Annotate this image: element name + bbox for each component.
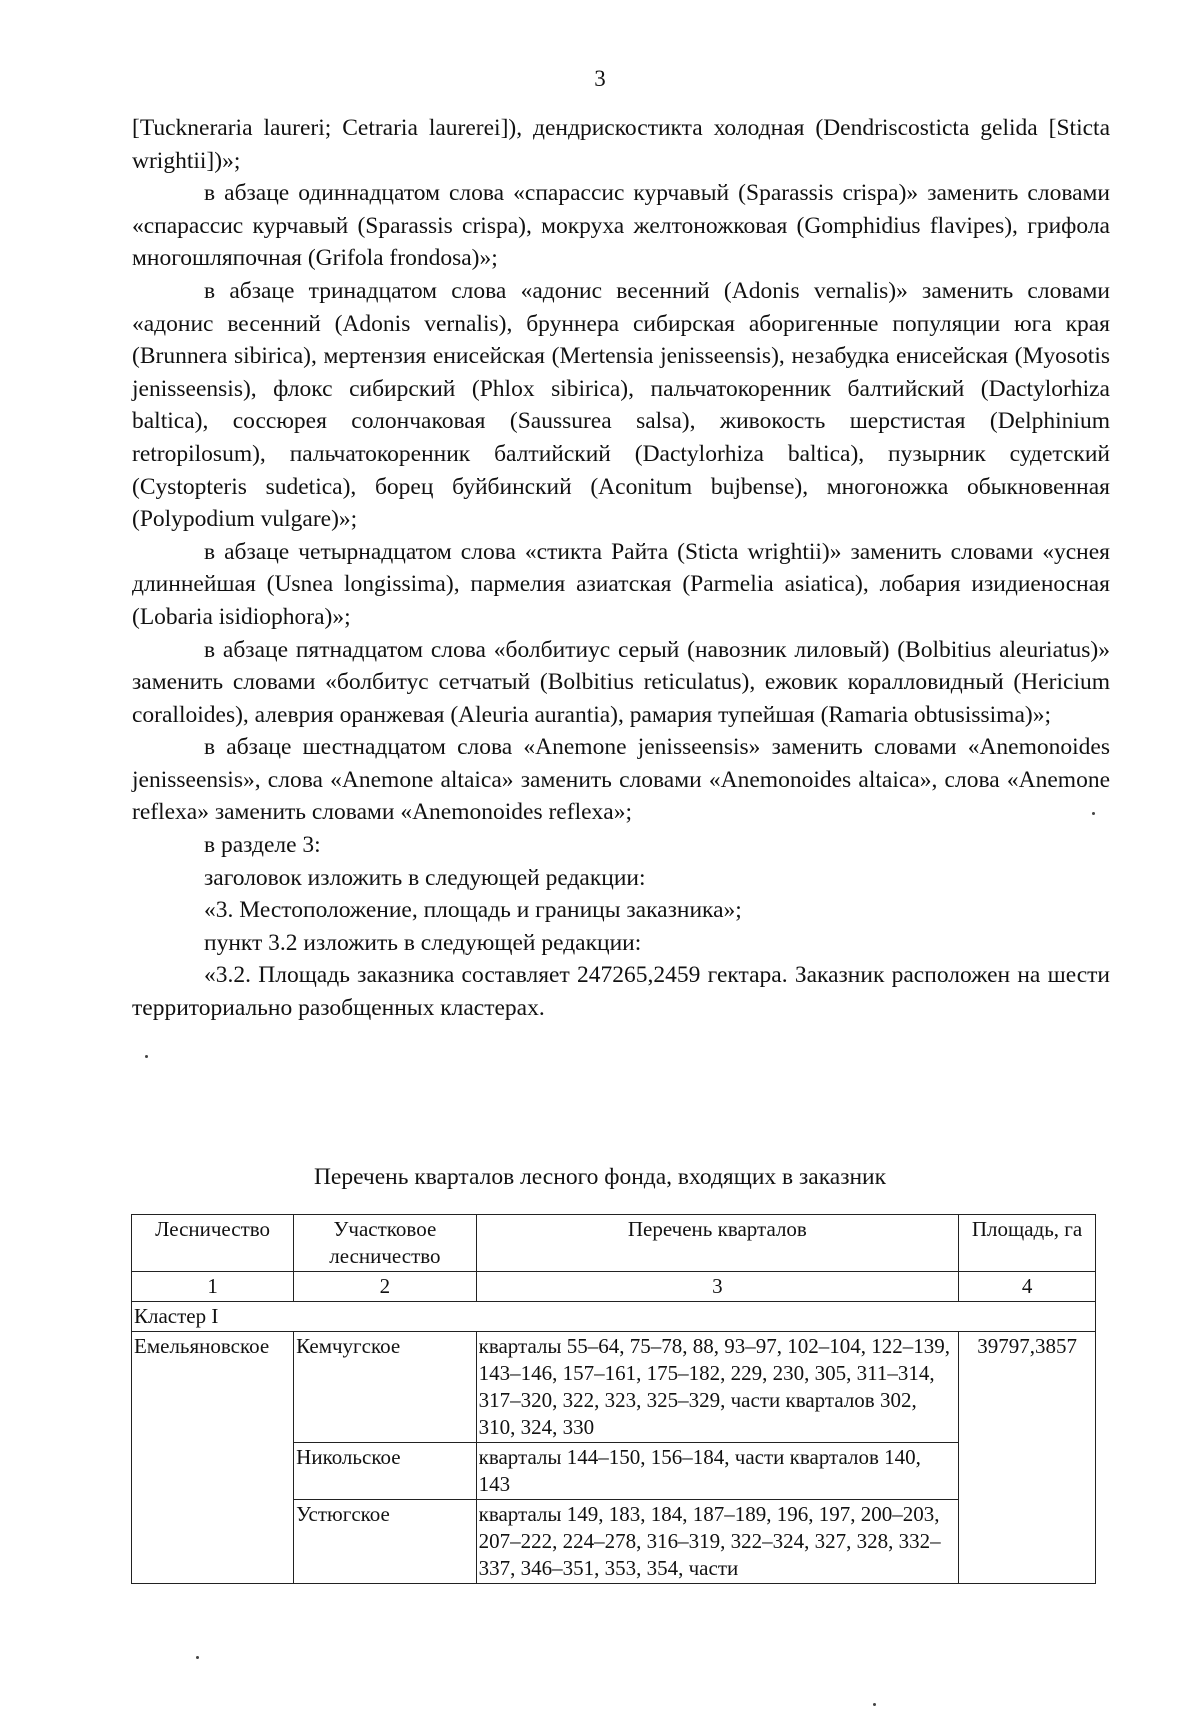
page-number: 3: [594, 66, 606, 91]
header-district-forestry: Участковое лесничество: [294, 1215, 476, 1272]
paragraph: в абзаце одиннадцатом слова «спарассис курчавый (Sparassis crispa)» заменить словами «спарассис курчавый (Sparassis crispa), мокруха желтоножковая (Gomphidius flavipes), грифола многошляпочная (Grifola frondosa)»;: [132, 180, 1110, 272]
column-number: 4: [959, 1272, 1096, 1302]
header-area: Площадь, га: [959, 1215, 1096, 1272]
paragraph: в абзаце тринадцатом слова «адонис весенний (Adonis vernalis)» заменить словами «адонис весенний (Adonis vernalis), бруннера сибирская аборигенные популяции юга края (Brunnera sibirica), мертензия енисейская (Mertensia jenisseensis), незабудка енисейская (Myosotis jenisseensis), флокс сибирский (Phlox sibirica), пальчатокоренник балтийский (Dactylorhiza baltica), соссюрея солончаковая (Saussurea salsa), живокость шерстистая (Delphinium retropilosum), пальчатокоренник балтийский (Dactylorhiza baltica), пузырник судетский (Cystopteris sudetica), борец буйбинский (Aconitum bujbense), многоножка обыкновенная (Polypodium vulgare)»;: [132, 277, 1110, 533]
column-number: 1: [132, 1272, 294, 1302]
district-cell: Кемчугское: [294, 1332, 476, 1443]
paragraph: в абзаце шестнадцатом слова «Anemone jenisseensis» заменить словами «Anemonoides jenisseensis», слова «Anemone altaica» заменить словами «Anemonoides altaica», слова «Anemone reflexa» заменить словами «Anemonoides reflexa»;: [132, 734, 1110, 826]
scan-speck: [873, 1703, 876, 1706]
column-number-row: [132, 1272, 1096, 1302]
scan-speck: [196, 1656, 199, 1659]
paragraph: «3.2. Площадь заказника составляет 247265,2459 гектара. Заказник расположен на шести территориально разобщенных кластерах.: [132, 962, 1110, 1022]
forestry-cell: Емельяновское: [132, 1332, 294, 1584]
cluster-label: Кластер I: [132, 1302, 1096, 1332]
paragraph: пункт 3.2 изложить в следующей редакции:: [204, 929, 642, 956]
table-header-row: [132, 1215, 1096, 1272]
scan-speck: [145, 1055, 148, 1058]
district-cell: Никольское: [294, 1443, 476, 1500]
paragraph: [Tuckneraria laureri; Cetraria laurerei]), дендрискостикта холодная (Dendriscosticta gelida [Sticta wrightii])»;: [132, 115, 1110, 174]
quarters-table: [131, 1214, 1096, 1584]
header-forestry: Лесничество: [132, 1215, 294, 1272]
paragraph: в абзаце четырнадцатом слова «стикта Райта (Sticta wrightii)» заменить словами «уснея длиннейшая (Usnea longissima), пармелия азиатская (Parmelia asiatica), лобария изидиеносная (Lobaria isidiophora)»;: [132, 538, 1110, 630]
cluster-row: [132, 1302, 1096, 1332]
quarters-cell: кварталы 144–150, 156–184, части кварталов 140, 143: [476, 1443, 959, 1500]
paragraph: в разделе 3:: [204, 832, 321, 859]
column-number: 3: [476, 1272, 959, 1302]
table-row: [132, 1332, 1096, 1443]
quarters-cell: кварталы 55–64, 75–78, 88, 93–97, 102–104, 122–139, 143–146, 157–161, 175–182, 229, 230, 305, 311–314, 317–320, 322, 323, 325–329, части кварталов 302, 310, 324, 330: [476, 1332, 959, 1443]
area-cell: 39797,3857: [959, 1332, 1096, 1584]
paragraph: заголовок изложить в следующей редакции:: [204, 864, 646, 891]
table-title: Перечень кварталов лесного фонда, входящих в заказник: [313, 1164, 887, 1190]
body-text: [132, 112, 1110, 1025]
district-cell: Устюгское: [294, 1500, 476, 1584]
paragraph: «3. Местоположение, площадь и границы заказника»;: [204, 897, 742, 924]
paragraph: в абзаце пятнадцатом слова «болбитиус серый (навозник лиловый) (Bolbitius aleuriatus)» заменить словами «болбитус сетчатый (Bolbitius reticulatus), ежовик коралловидный (Hericium coralloides), алеврия оранжевая (Aleuria aurantia), рамария тупейшая (Ramaria obtusissima)»;: [132, 636, 1110, 728]
header-quarters-list: Перечень кварталов: [476, 1215, 959, 1272]
scan-speck: [1092, 812, 1095, 815]
column-number: 2: [294, 1272, 476, 1302]
quarters-cell: кварталы 149, 183, 184, 187–189, 196, 197, 200–203, 207–222, 224–278, 316–319, 322–324, 327, 328, 332–337, 346–351, 353, 354, части: [476, 1500, 959, 1584]
